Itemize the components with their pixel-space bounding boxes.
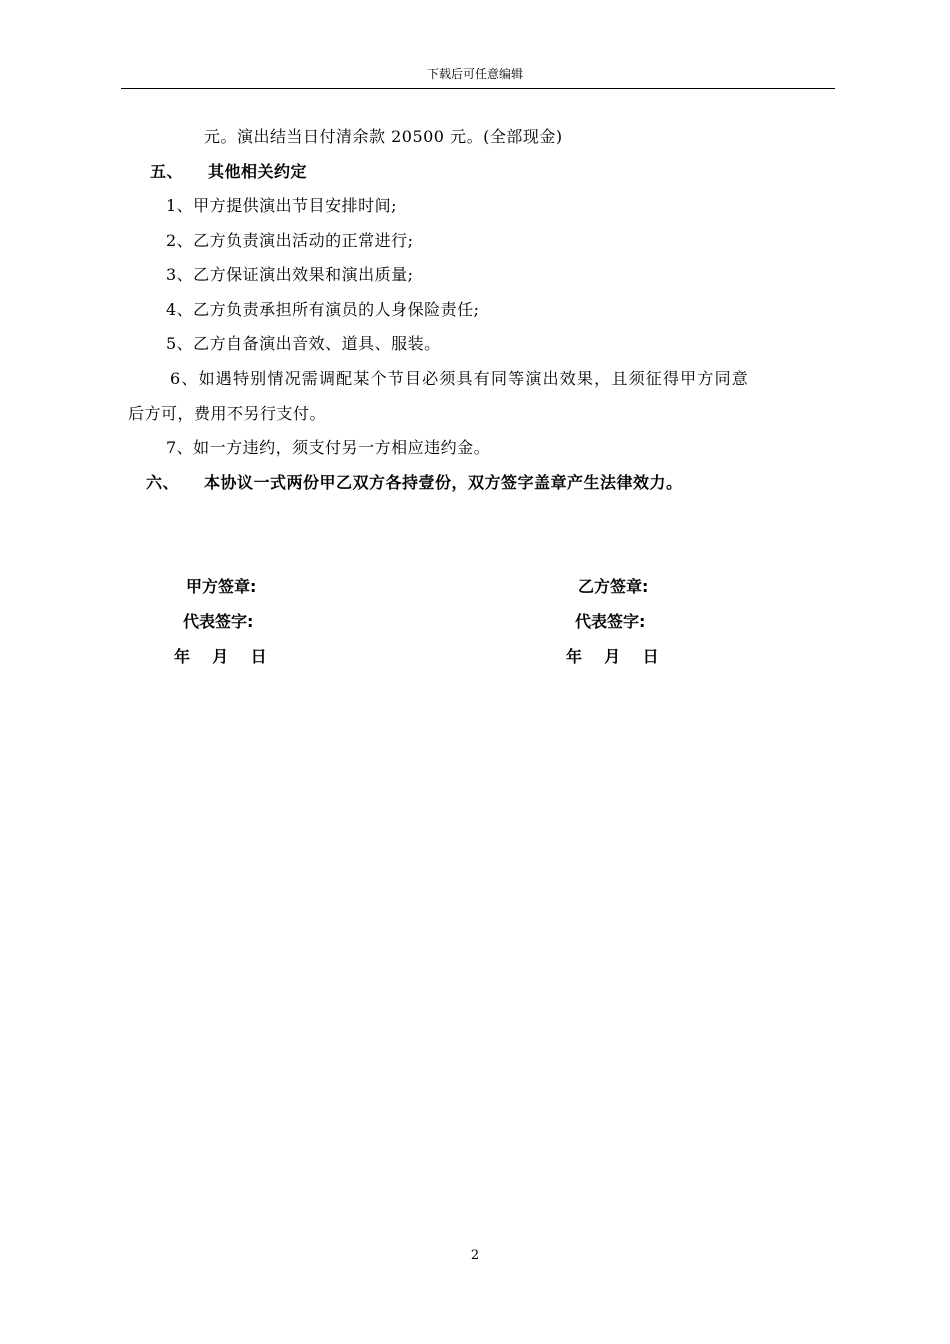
clause-item-7: 7、如一方违约，须支付另一方相应违约金。 [166, 438, 491, 457]
page-header: 下载后可任意编辑 [426, 67, 523, 81]
page-number: 2 [470, 1248, 480, 1263]
party-b-representative: 代表签字: [575, 612, 646, 631]
section-5-title: 其他相关约定 [208, 162, 308, 181]
section-5-number: 五、 [150, 162, 184, 181]
clause-item-5: 5、乙方自备演出音效、道具、服装。 [166, 334, 441, 353]
party-b-date: 年 月 日 [566, 647, 659, 666]
party-a-date: 年 月 日 [174, 647, 267, 666]
clause-item-6-continued: 后方可，费用不另行支付。 [128, 404, 327, 423]
header-rule [121, 88, 835, 89]
section-6-text: 本协议一式两份甲乙双方各持壹份，双方签字盖章产生法律效力。 [204, 473, 683, 492]
payment-line: 元。演出结当日付清余款 20500 元。(全部现金) [204, 127, 563, 146]
clause-item-1: 1、甲方提供演出节目安排时间; [166, 196, 398, 215]
party-b-seal: 乙方签章: [578, 577, 649, 596]
clause-item-4: 4、乙方负责承担所有演员的人身保险责任; [166, 300, 480, 319]
clause-item-6: 6、如遇特别情况需调配某个节目必须具有同等演出效果，且须征得甲方同意 [170, 369, 749, 388]
party-a-representative: 代表签字: [183, 612, 254, 631]
party-a-seal: 甲方签章: [186, 577, 257, 596]
clause-item-2: 2、乙方负责演出活动的正常进行; [166, 231, 414, 250]
clause-item-3: 3、乙方保证演出效果和演出质量; [166, 265, 414, 284]
section-6-number: 六、 [146, 473, 180, 492]
